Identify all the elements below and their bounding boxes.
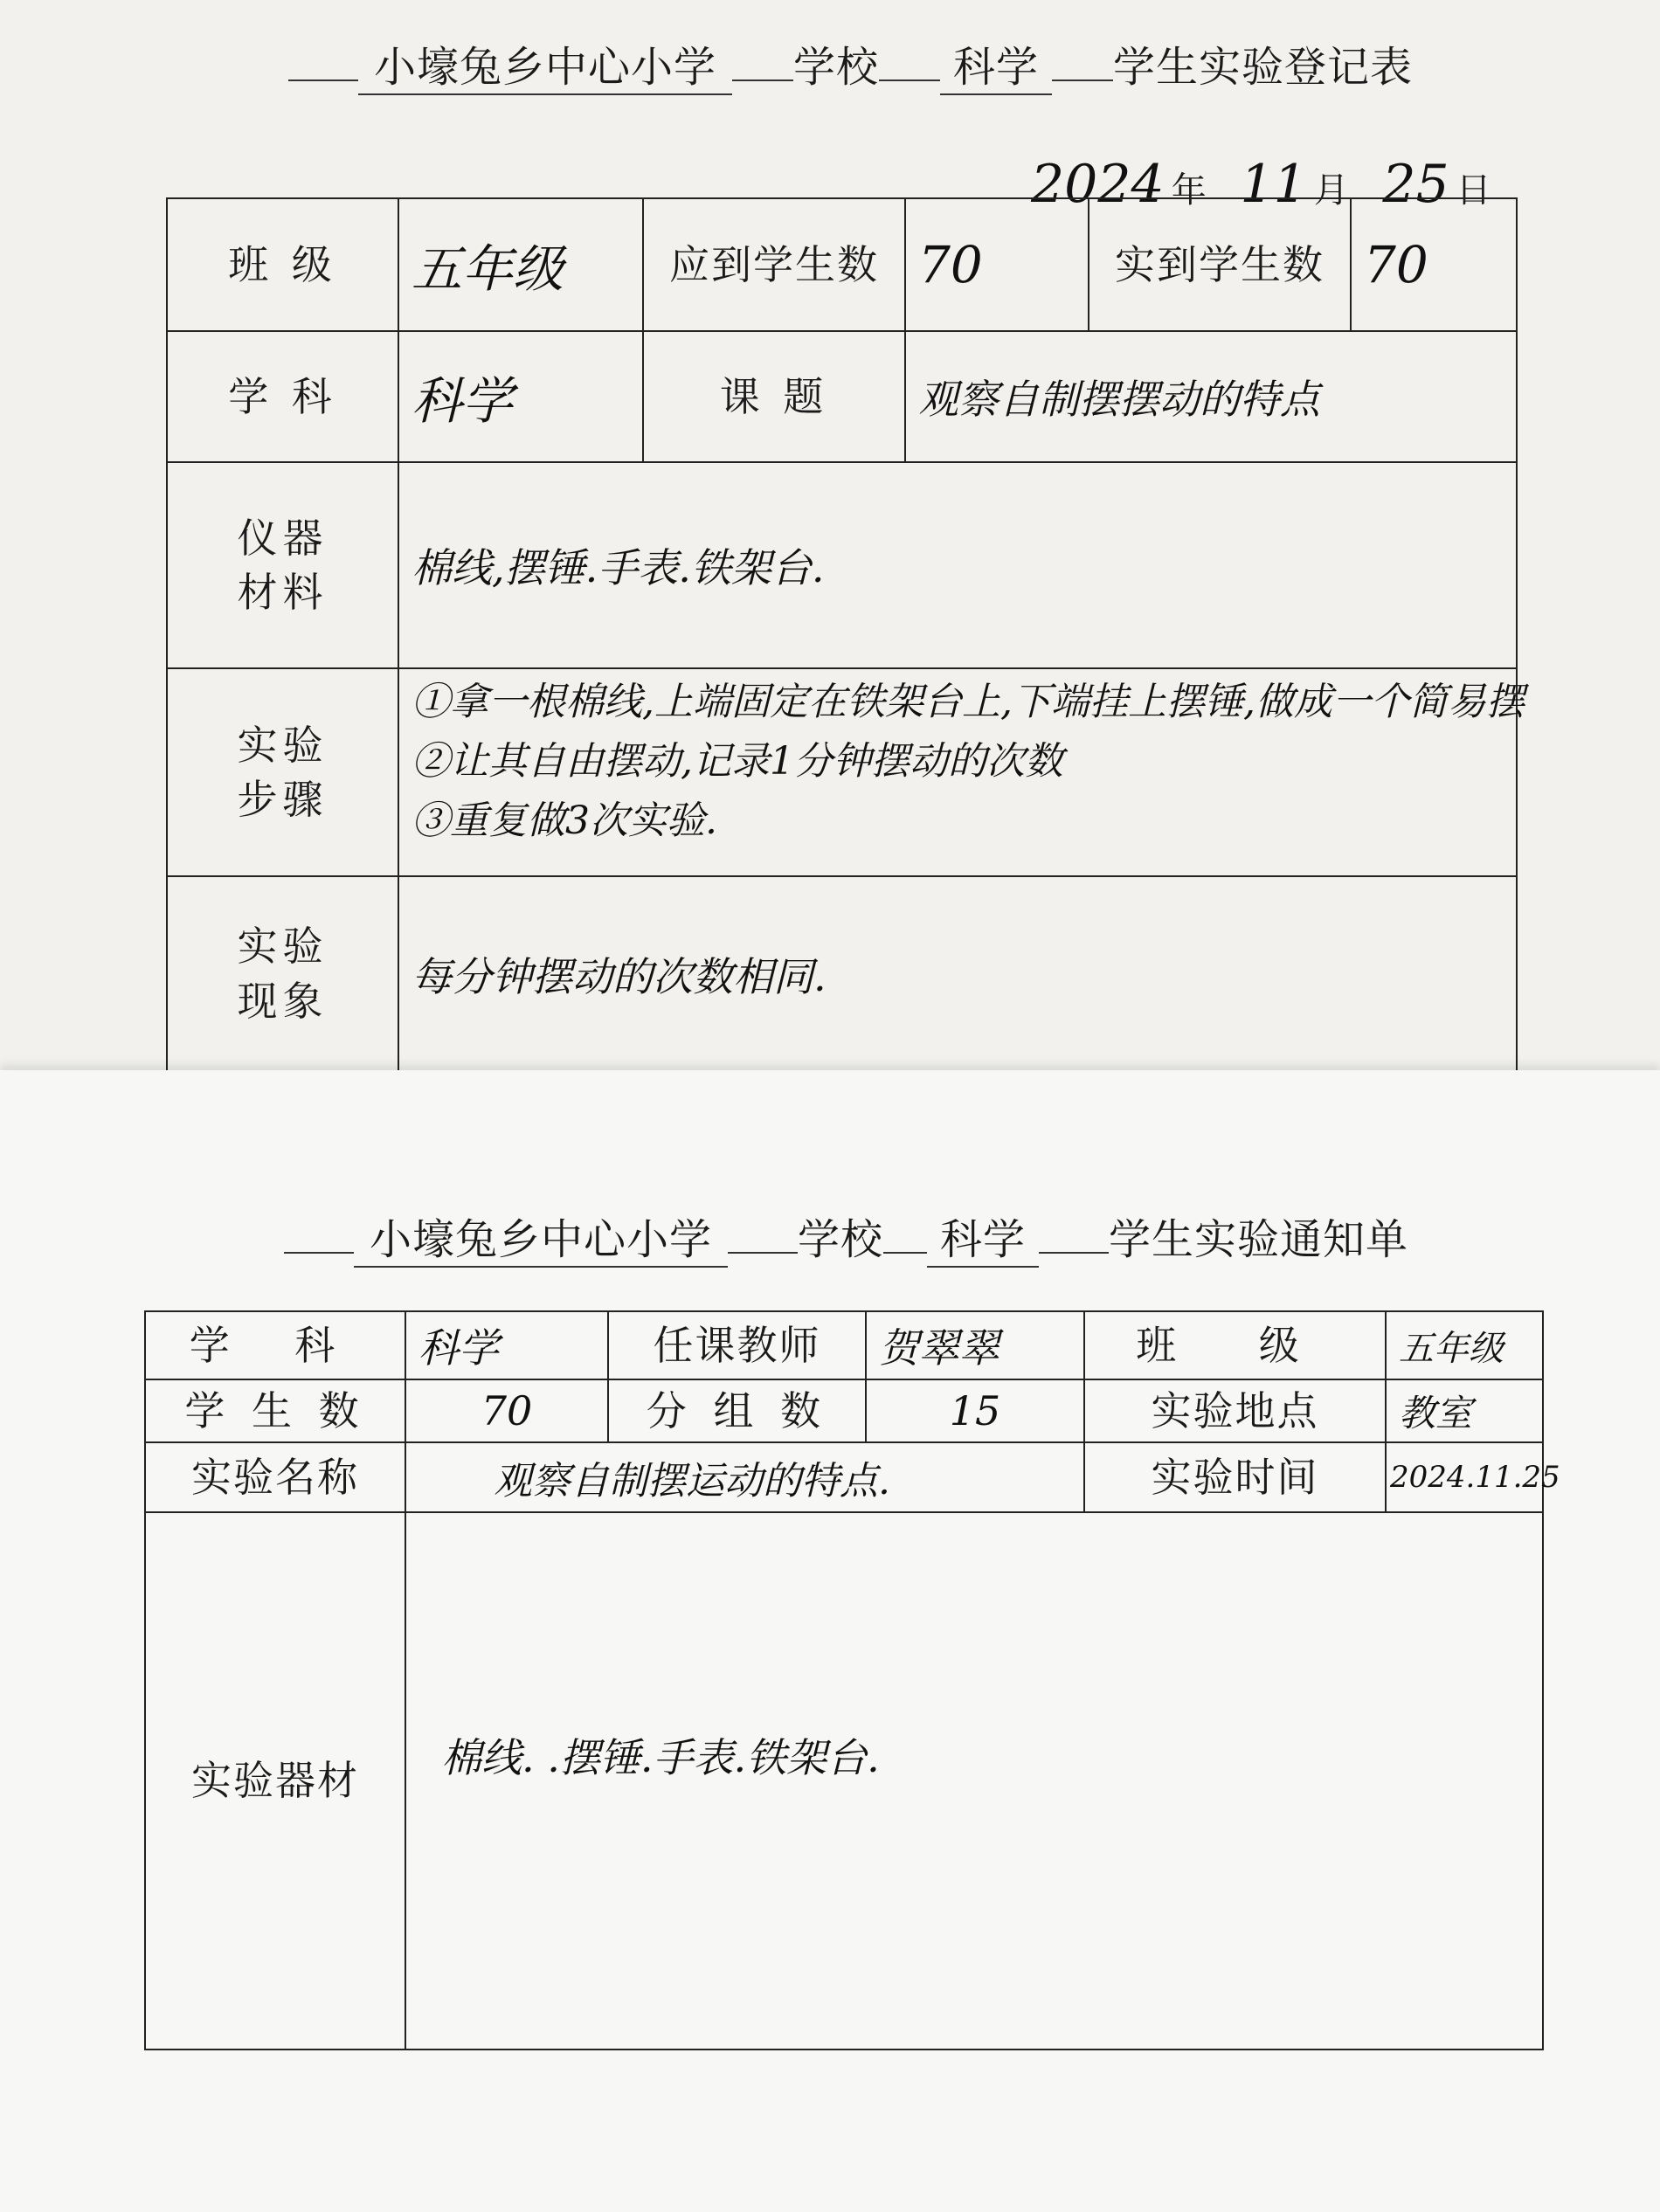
label-actual-students: 实到学生数 [1089, 198, 1351, 331]
label-experiment-time: 实验时间 [1084, 1442, 1386, 1512]
register-row-equipment [167, 462, 1517, 668]
label-equipment: 实验器材 [145, 1512, 405, 2050]
label-subject: 学 科 [145, 1311, 405, 1379]
register-title [288, 33, 1413, 95]
register-row-phenomenon [167, 876, 1517, 1070]
label-location: 实验地点 [1084, 1379, 1386, 1442]
step-item: ①拿一根棉线,上端固定在铁架台上,下端挂上摆锤,做成一个简易摆 [412, 680, 1525, 724]
label-class: 班 级 [1084, 1311, 1386, 1379]
label-subject: 学 科 [167, 331, 398, 462]
label-students: 学 生 数 [145, 1379, 405, 1442]
notice-row-name [145, 1442, 1543, 1512]
title-blank [1039, 1217, 1109, 1254]
label-equipment: 仪器 材料 [167, 462, 398, 668]
register-title-school-suffix: 学校 [793, 43, 880, 92]
notice-title-school-suffix: 学校 [798, 1215, 884, 1264]
notice-row-students [145, 1379, 1543, 1442]
value-students: 70 [405, 1379, 608, 1442]
notice-title-form-name: 学生实验通知单 [1109, 1215, 1409, 1264]
value-subject: 科学 [405, 1311, 608, 1379]
register-title-subject: 科学 [940, 33, 1052, 95]
value-location: 教室 [1386, 1379, 1543, 1442]
step-item: ③重复做3次实验. [412, 798, 717, 844]
value-phenomenon: 每分钟摆动的次数相同. [398, 876, 1517, 1070]
title-blank [288, 45, 358, 81]
notice-title-school: 小壕兔乡中心小学 [354, 1206, 728, 1268]
value-equipment: 棉线,摆锤.手表.铁架台. [398, 462, 1517, 668]
value-class: 五年级 [398, 198, 643, 331]
value-teacher: 贺翠翠 [866, 1311, 1084, 1379]
date-day: 25 [1382, 154, 1449, 215]
value-equipment: 棉线. .摆锤.手表.铁架台. [405, 1512, 1543, 2050]
date-year: 2024 [1031, 154, 1165, 215]
register-title-school: 小壕兔乡中心小学 [358, 33, 732, 95]
notice-table [144, 1310, 1560, 2050]
title-blank [883, 1217, 927, 1254]
value-subject: 科学 [398, 331, 643, 462]
value-groups: 15 [866, 1379, 1084, 1442]
label-experiment-name: 实验名称 [145, 1442, 405, 1512]
label-groups: 分 组 数 [608, 1379, 866, 1442]
notice-row-subject [145, 1311, 1543, 1379]
value-experiment-time: 2024.11.25 [1386, 1442, 1543, 1512]
value-class: 五年级 [1386, 1311, 1543, 1379]
register-row-subject [167, 331, 1517, 462]
value-actual-students: 70 [1351, 198, 1517, 331]
notice-title-subject: 科学 [927, 1206, 1039, 1268]
date-day-unit: 日 [1456, 170, 1491, 211]
register-row-steps [167, 668, 1517, 876]
notice-title [284, 1206, 1408, 1268]
label-topic: 课 题 [643, 331, 905, 462]
register-sheet [0, 0, 1660, 1083]
step-item: ②让其自由摆动,记录1分钟摆动的次数 [412, 739, 1063, 785]
title-blank [879, 45, 940, 81]
value-expected-students: 70 [905, 198, 1089, 331]
value-experiment-name: 观察自制摆运动的特点. [405, 1442, 1084, 1512]
label-class: 班 级 [167, 198, 398, 331]
register-table [166, 197, 1525, 1070]
label-phenomenon: 实验 现象 [167, 876, 398, 1070]
title-blank [284, 1217, 354, 1254]
label-expected-students: 应到学生数 [643, 198, 905, 331]
date-month: 11 [1240, 154, 1307, 215]
label-steps: 实验 步骤 [167, 668, 398, 876]
label-teacher: 任课教师 [608, 1311, 866, 1379]
title-blank [1052, 45, 1113, 81]
register-row-class [167, 198, 1517, 331]
notice-row-equipment [145, 1512, 1543, 2050]
title-blank [732, 45, 793, 81]
value-steps [398, 668, 1525, 876]
register-title-form-name: 学生实验登记表 [1113, 43, 1414, 92]
title-blank [728, 1217, 798, 1254]
date-year-unit: 年 [1171, 170, 1207, 211]
date-month-unit: 月 [1313, 170, 1349, 211]
value-topic: 观察自制摆摆动的特点 [905, 331, 1517, 462]
